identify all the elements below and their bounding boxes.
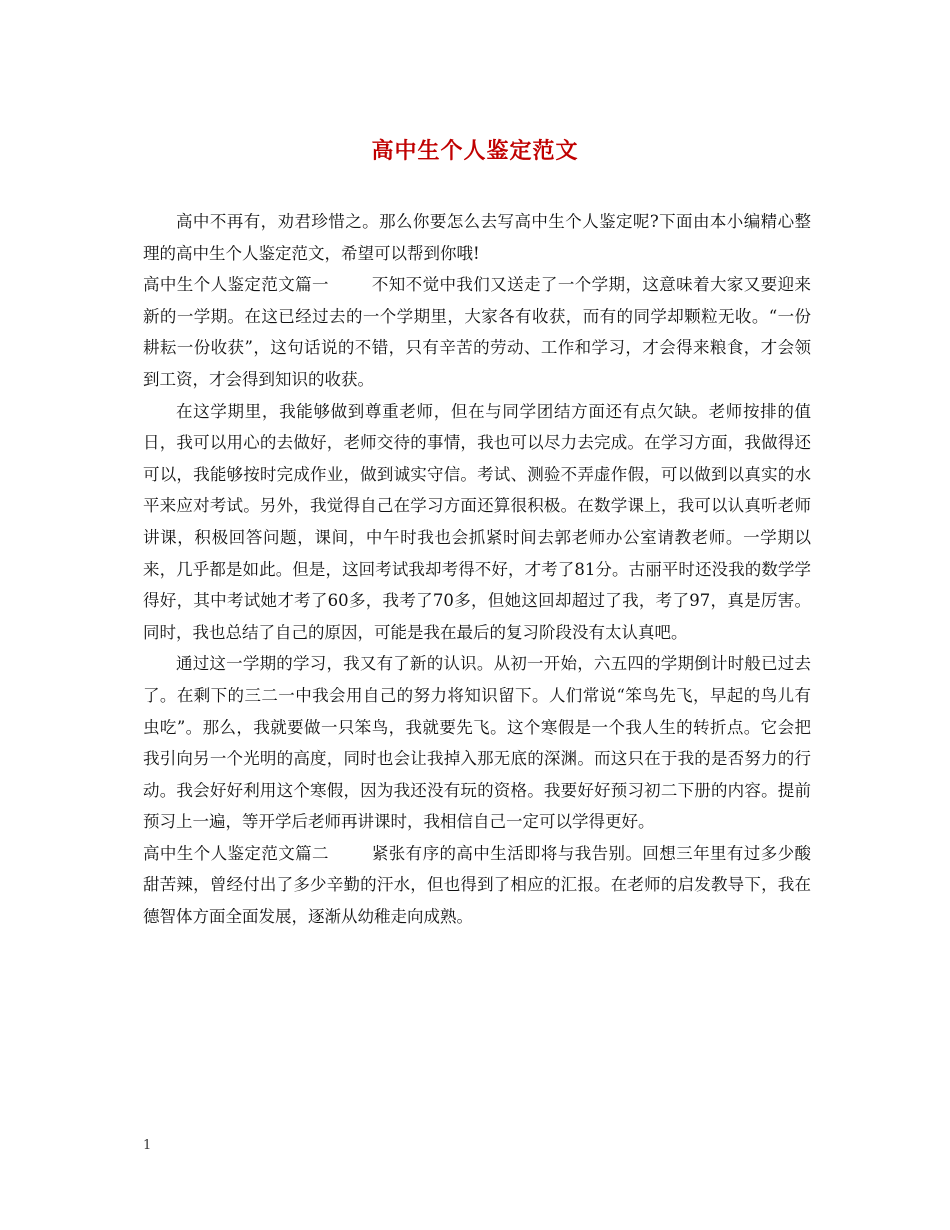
- section-two-paragraph: [143, 838, 811, 933]
- section-two-text: 紧张有序的高中生活即将与我告别。回想三年里有过多少酸甜苦辣，曾经付出了多少辛勤的汗水，但也得到了相应的汇报。在老师的启发教导下，我在德智体方面全面发展，逐渐从幼稚走向成熟。: [143, 843, 812, 927]
- document-title: 高中生个人鉴定范文: [371, 138, 579, 164]
- document-body: [143, 206, 811, 933]
- intro-paragraph: 高中不再有，劝君珍惜之。那么你要怎么去写高中生个人鉴定呢?下面由本小编精心整理的高中生个人鉴定范文，希望可以帮到你哦!: [143, 212, 811, 263]
- section-two-heading: 高中生个人鉴定范文篇二: [143, 843, 329, 863]
- section-one-heading: 高中生个人鉴定范文篇一: [143, 275, 329, 295]
- page-number: 1: [143, 1138, 152, 1153]
- body-paragraph-2: 在这学期里，我能够做到尊重老师，但在与同学团结方面还有点欠缺。老师按排的值日，我可以用心的去做好，老师交待的事情，我也可以尽力去完成。在学习方面，我做得还可以，我能够按时完成作业，做到诚实守信。考试、测验不弄虚作假，可以做到以真实的水平来应对考试。另外，我觉得自己在学习方面还算很积极。在数学课上，我可以认真听老师讲课，积极回答问题，课间，中午时我也会抓紧时间去郭老师办公室请教老师。一学期以来，几乎都是如此。但是，这回考试我却考得不好，才考了81分。古丽平时还没我的数学学得好，其中考试她才考了60多，我考了70多，但她这回却超过了我，考了97，真是厉害。同时，我也总结了自己的原因，可能是我在最后的复习阶段没有太认真吧。: [143, 401, 811, 642]
- section-one-text: 不知不觉中我们又送走了一个学期，这意味着大家又要迎来新的一学期。在这已经过去的一个学期里，大家各有收获，而有的同学却颗粒无收。“一份耕耘一份收获”，这句话说的不错，只有辛苦的劳动、工作和学习，才会得来粮食，才会领到工资，才会得到知识的收获。: [143, 275, 812, 389]
- section-one-paragraph: [143, 269, 811, 395]
- body-paragraph-3: 通过这一学期的学习，我又有了新的认识。从初一开始，六五四的学期倒计时般已过去了。在剩下的三二一中我会用自己的努力将知识留下。人们常说“笨鸟先飞，早起的鸟儿有虫吃”。那么，我就要做一只笨鸟，我就要先飞。这个寒假是一个我人生的转折点。它会把我引向另一个光明的高度，同时也会让我掉入那无底的深渊。而这只在于我的是否努力的行动。我会好好利用这个寒假，因为我还没有玩的资格。我要好好预习初二下册的内容。提前预习上一遍，等开学后老师再讲课时，我相信自己一定可以学得更好。: [143, 654, 811, 832]
